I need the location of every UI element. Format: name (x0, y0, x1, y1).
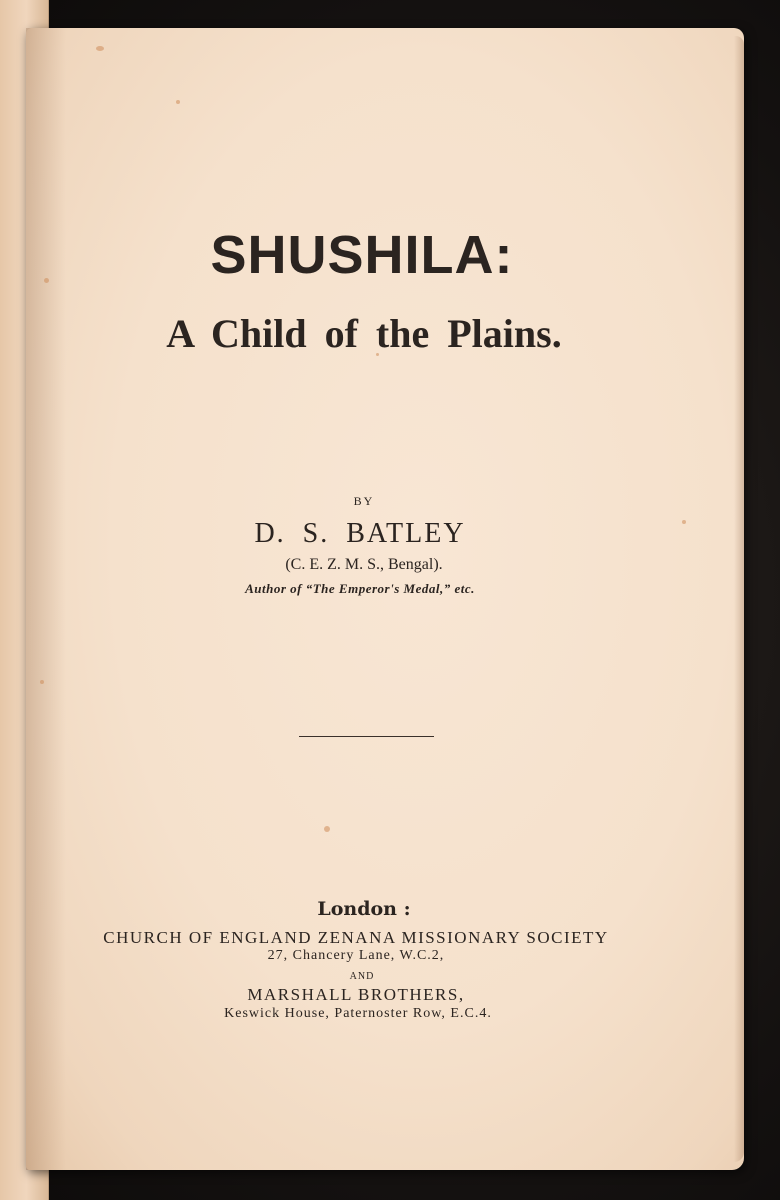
foxing-spot (176, 100, 180, 104)
publisher-name-1: CHURCH OF ENGLAND ZENANA MISSIONARY SOCIETY (103, 928, 609, 947)
by-label: BY (353, 494, 375, 508)
publisher-address-2: Keswick House, Paternoster Row, E.C.4. (224, 1006, 492, 1021)
foxing-spot (40, 680, 44, 684)
book-subtitle: A Child of the Plains. (166, 311, 562, 356)
publisher-address-1: 27, Chancery Lane, W.C.2, (267, 948, 445, 963)
author-other-works: Author of “The Emperor's Medal,” etc. (245, 581, 475, 596)
publisher-conjunction: AND (349, 971, 375, 982)
publisher-name-2: MARSHALL BROTHERS, (247, 985, 465, 1004)
author-name: D. S. BATLEY (254, 518, 466, 549)
author-affiliation: (C. E. Z. M. S., Bengal). (285, 556, 443, 573)
foxing-spot (96, 46, 104, 51)
book-title: SHUSHILA: (210, 225, 514, 285)
imprint-city: London : (317, 898, 411, 920)
divider-rule (299, 736, 434, 737)
foxing-spot (324, 826, 330, 832)
